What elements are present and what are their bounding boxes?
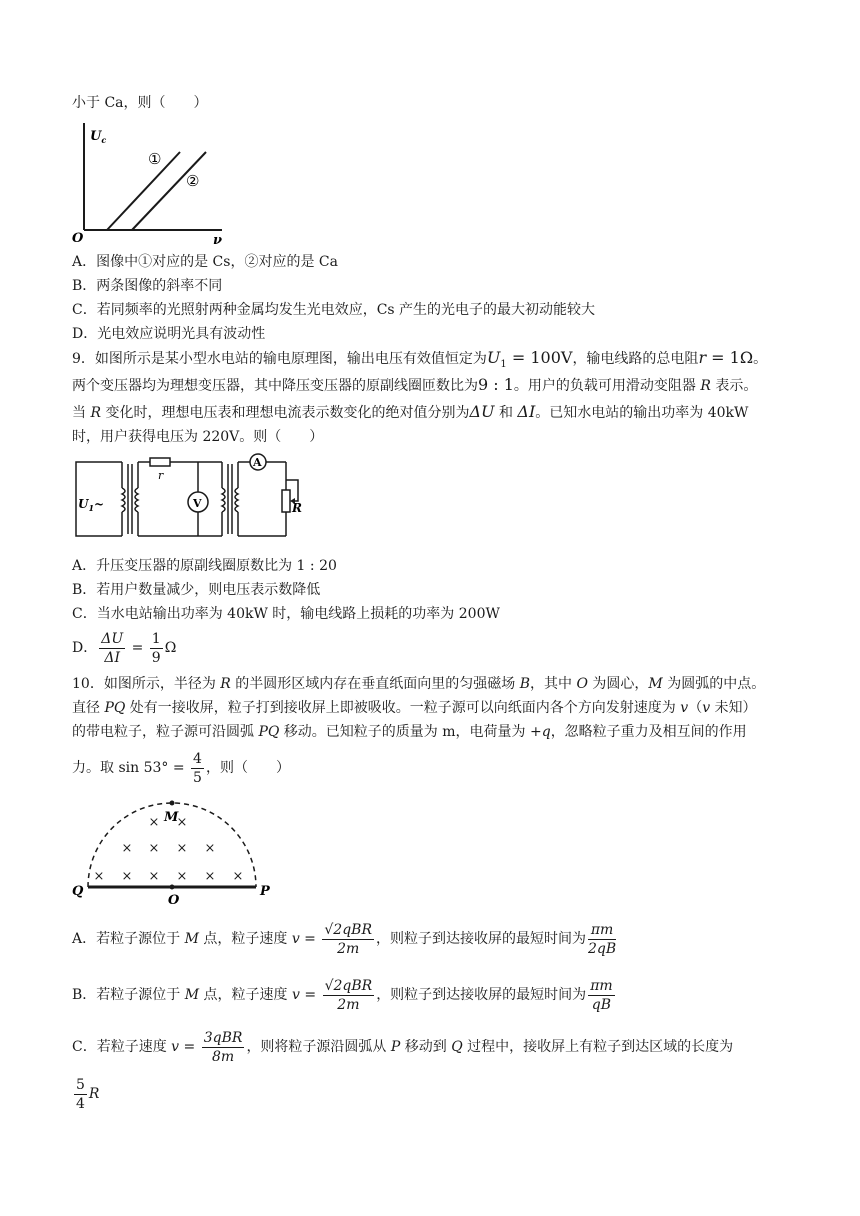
q10-field-mark: × (176, 841, 188, 856)
q10-diagram-P: P (260, 884, 270, 899)
q10-option-c: C．若粒子速度 v = $\frac{\text{3qBR}}{8m}$ ，则将粒子源沿圆弧从 P 移动到 Q 过程中，接收屏上有粒子到达区域的长度为 (72, 1029, 734, 1065)
q10-option-b: B．若粒子源位于 M 点，粒子速度 v = $\frac{\text{√2qBR}}{2m}$ ，则粒子到达接收屏的最短时间为 $\frac{\pi m}{qB}$ (72, 977, 613, 1013)
q9-option-c: C．当水电站输出功率为 40kW 时，输电线路上损耗的功率为 200W (72, 606, 500, 622)
q10-line4: 力。取 sin 53° = $\frac{4}{5}$ ，则（ ） (72, 750, 290, 786)
q9-line3: 当 R 变化时，理想电压表和理想电流表示数变化的绝对值分别为ΔU 和 ΔI。已知水电站的输出功率为 40kW (72, 402, 749, 421)
q10-field-mark: × (176, 869, 188, 884)
q8-option-c: C．若同频率的光照射两种金属均发生光电效应，Cs 产生的光电子的最大初动能较大 (72, 302, 596, 318)
q10-line3: 的带电粒子，粒子源可沿圆弧 PQ 移动。已知粒子的质量为 m，电荷量为 +q，忽略粒子重力及相互间的作用 (72, 724, 747, 740)
q10-field-mark: × (148, 815, 160, 830)
q8-graph-xlabel: ν (213, 233, 223, 248)
q8-graph-ylabel: $U_c$ (90, 129, 107, 145)
q10-line1: 10．如图所示，半径为 R 的半圆形区域内存在垂直纸面向里的匀强磁场 B，其中 O 为圆心，M 为圆弧的中点。 (72, 676, 766, 692)
q9-circuit-ammeter: A (253, 456, 262, 469)
q10-field-mark: × (204, 869, 216, 884)
q10-diagram-Q: Q (72, 884, 84, 899)
q10-field-mark: × (121, 841, 133, 856)
q9-option-d: D． $\frac{\Delta U}{\Delta I}$ = $\frac{1}{9}$ Ω (72, 630, 177, 666)
q8-stem-tail: 小于 Ca，则（ ） (72, 95, 208, 111)
q9-option-b: B．若用户数量减少，则电压表示数降低 (72, 582, 321, 598)
q8-graph-origin: O (72, 231, 84, 246)
q10-diagram-M: M (164, 810, 179, 825)
q10-field-mark: × (232, 869, 244, 884)
q10-field-mark: × (148, 869, 160, 884)
q8-graph-line2: ② (186, 172, 200, 190)
q10-diagram (72, 800, 282, 910)
q10-field-mark: × (204, 841, 216, 856)
q9-circuit-r: r (158, 469, 164, 482)
q10-field-mark: × (176, 815, 188, 830)
q10-field-mark: × (121, 869, 133, 884)
q8-graph-line1: ① (148, 150, 162, 168)
q8-option-a: A．图像中①对应的是 Cs，②对应的是 Ca (72, 254, 338, 270)
q10-field-mark: × (148, 841, 160, 856)
q10-field-mark: × (93, 869, 105, 884)
q9-line1: 9．如图所示是某小型水电站的输电原理图，输出电压有效值恒定为$U_1 = 100V$，输电线路的总电阻r = 1Ω。 (72, 348, 768, 370)
q10-option-a: A．若粒子源位于 M 点，粒子速度 v = $\frac{\text{√2qBR}}{2m}$ ，则粒子到达接收屏的最短时间为 $\frac{\pi m}{2qB}$ (72, 921, 617, 957)
q9-line4: 时，用户获得电压为 220V。则（ ） (72, 429, 324, 445)
q9-circuit-R: R (292, 501, 302, 515)
q9-circuit-voltmeter: V (193, 497, 202, 510)
q10-diagram-O: O (168, 893, 180, 908)
q8-option-b: B．两条图像的斜率不同 (72, 278, 223, 294)
q9-circuit-u1: $U_1\sim$ (78, 497, 105, 513)
q9-option-a: A．升压变压器的原副线圈原数比为 1 : 20 (72, 558, 337, 574)
q8-graph (72, 118, 232, 248)
q8-option-d: D．光电效应说明光具有波动性 (72, 326, 266, 342)
q10-option-c-cont: $\frac{5}{4}$ R (76, 1076, 100, 1112)
q10-line2: 直径 PQ 处有一接收屏，粒子打到接收屏上即被吸收。一粒子源可以向纸面内各个方向发射速度为 v（v 未知） (72, 700, 757, 716)
q9-circuit (72, 450, 312, 550)
q9-line2: 两个变压器均为理想变压器，其中降压变压器的原副线圈匝数比为9 : 1。用户的负载可用滑动变阻器 R 表示。 (72, 375, 758, 394)
